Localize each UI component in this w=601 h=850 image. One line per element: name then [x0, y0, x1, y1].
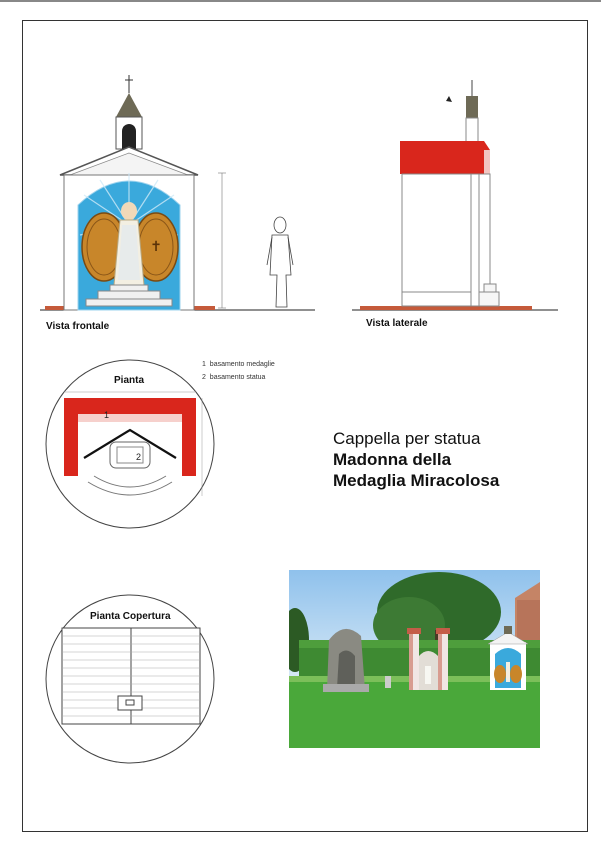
roof-plan-label: Pianta Copertura [90, 611, 171, 622]
front-view-drawing [40, 75, 320, 315]
side-view-drawing [352, 78, 562, 318]
title-line-1: Cappella per statua [333, 429, 481, 448]
plan-label: Pianta [114, 375, 145, 386]
legend-item: 2 basamento statua [202, 374, 266, 381]
title-line-2: Madonna della [333, 450, 452, 469]
plan-marker-2: 2 [136, 452, 142, 462]
legend-item: 1 basamento medaglie [202, 361, 275, 368]
title-block [333, 428, 573, 491]
svg-text:✝: ✝ [150, 239, 162, 255]
top-border-line [0, 0, 601, 2]
title-line-3: Medaglia Miracolosa [333, 471, 500, 490]
site-photo [289, 570, 540, 748]
front-view-label: Vista frontale [46, 321, 110, 332]
plan-marker-1: 1 [104, 410, 110, 420]
side-view-label: Vista laterale [366, 318, 428, 329]
